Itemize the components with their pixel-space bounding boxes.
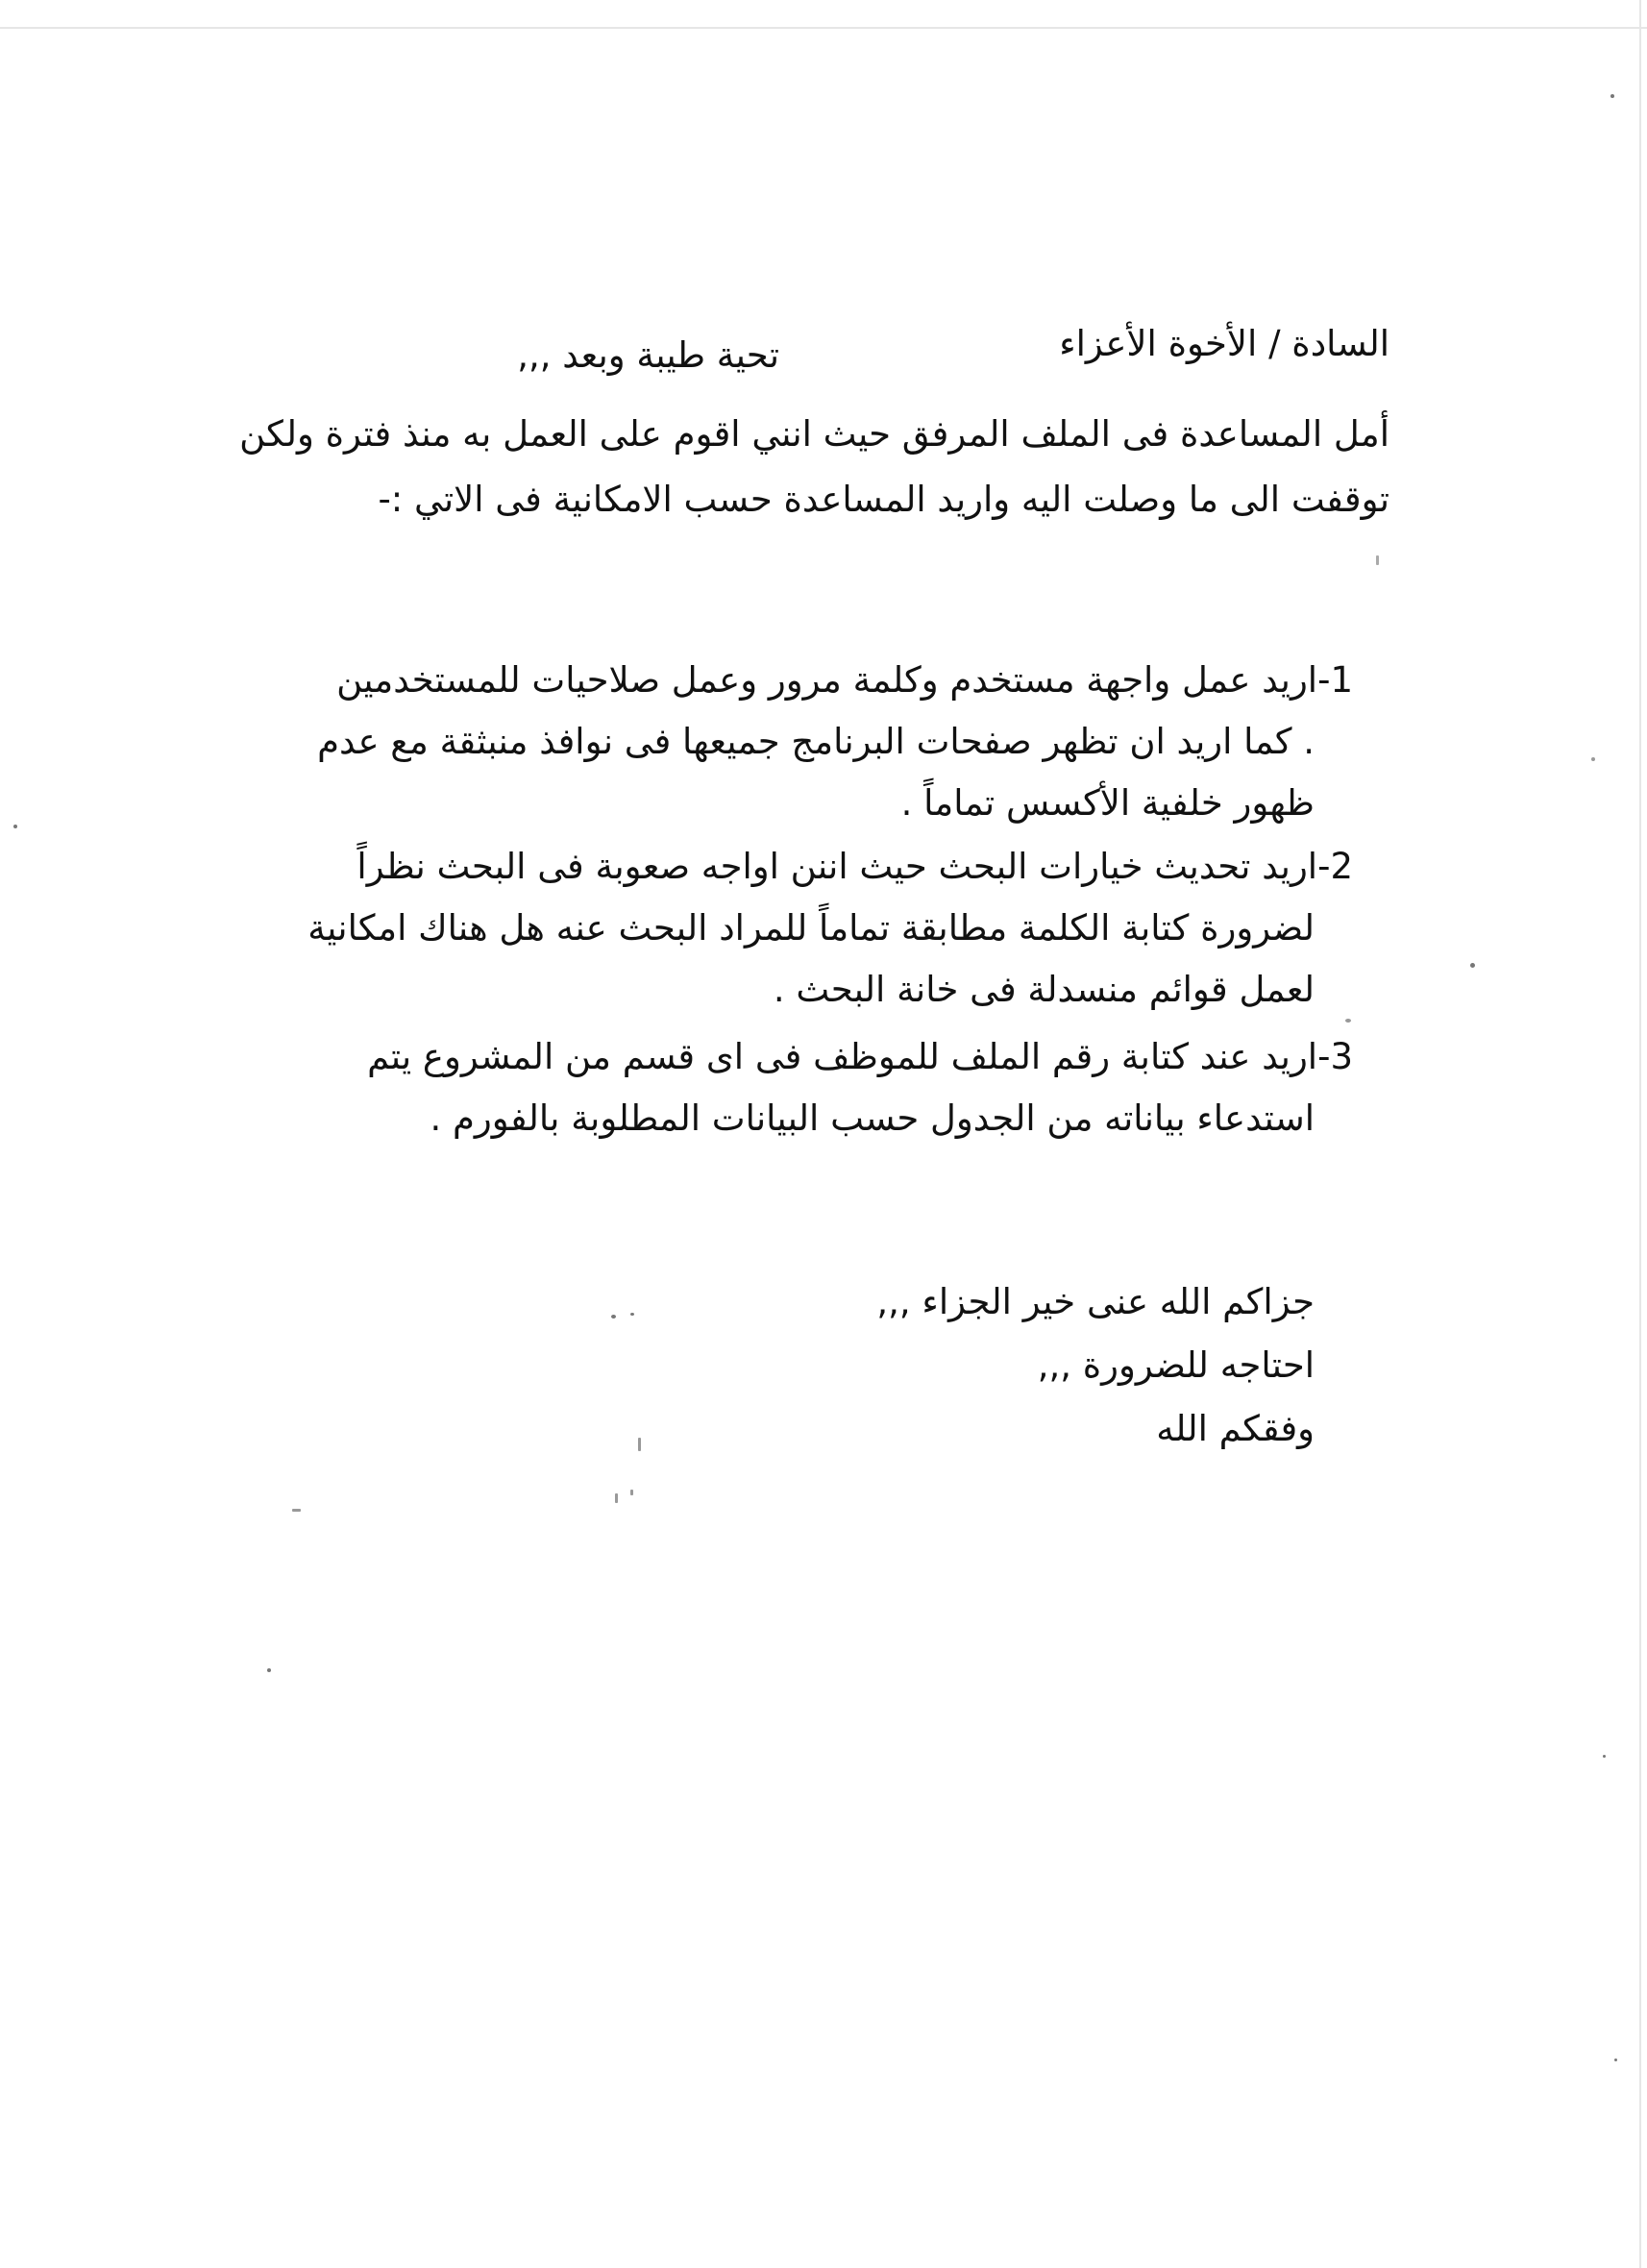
- request-line: اريد عمل واجهة مستخدم وكلمة مرور وعمل صلاحيات للمستخدمين: [336, 659, 1318, 701]
- closing-line: وفقكم الله: [1156, 1408, 1315, 1449]
- request-number: 2-: [1317, 846, 1353, 887]
- request-item-1: [317, 650, 1353, 834]
- scan-speck: [13, 825, 17, 828]
- scan-speck: [630, 1313, 634, 1316]
- scan-speck: [292, 1509, 301, 1512]
- closing-line: احتاجه للضرورة ,,,: [1037, 1344, 1315, 1386]
- request-item-2: [307, 836, 1353, 1021]
- scan-speck: [1470, 963, 1475, 968]
- scan-speck: [1614, 2058, 1617, 2061]
- scan-speck: [1376, 555, 1379, 565]
- request-line: اريد عند كتابة رقم الملف للموظف فى اى قسم من المشروع يتم: [367, 1036, 1318, 1077]
- request-number: 1-: [1317, 659, 1353, 701]
- intro-line: أمل المساعدة فى الملف المرفق حيث انني اقوم على العمل به منذ فترة ولكن: [239, 413, 1389, 455]
- request-number: 3-: [1317, 1036, 1353, 1077]
- request-line: اريد تحديث خيارات البحث حيث اننن اواجه صعوبة فى البحث نظراً: [356, 846, 1318, 887]
- intro-paragraph: [239, 402, 1389, 532]
- request-line: ظهور خلفية الأكسس تماماً .: [900, 782, 1315, 824]
- request-line: لضرورة كتابة الكلمة مطابقة تماماً للمراد البحث عنه هل هناك امكانية: [307, 907, 1315, 949]
- closing-block: [876, 1270, 1315, 1461]
- scan-speck: [267, 1668, 271, 1672]
- request-line: لعمل قوائم منسدلة فى خانة البحث .: [773, 969, 1315, 1010]
- closing-line: جزاكم الله عنى خير الجزاء ,,,: [876, 1281, 1315, 1322]
- request-item-3: [367, 1026, 1353, 1149]
- scan-speck: [630, 1490, 633, 1495]
- request-line: استدعاء بياناته من الجدول حسب البيانات المطلوبة بالفورم .: [430, 1097, 1315, 1139]
- scan-right-edge: [1639, 0, 1641, 2268]
- scan-speck: [615, 1493, 618, 1503]
- scan-speck: [1591, 757, 1595, 761]
- request-line: . كما اريد ان تظهر صفحات البرنامج جميعها فى نوافذ منبثقة مع عدم: [317, 721, 1315, 762]
- scan-speck: [1610, 94, 1614, 98]
- scan-speck: [611, 1315, 616, 1319]
- letter-addressee: السادة / الأخوة الأعزاء: [1059, 323, 1389, 364]
- letter-greeting: تحية طيبة وبعد ,,,: [517, 334, 779, 376]
- scan-speck: [1603, 1755, 1606, 1758]
- scan-top-edge: [0, 27, 1647, 29]
- scan-speck: [638, 1438, 641, 1451]
- scan-speck: [1345, 1019, 1351, 1023]
- intro-line: توقفت الى ما وصلت اليه واريد المساعدة حسب الامكانية فى الاتي :-: [378, 479, 1389, 520]
